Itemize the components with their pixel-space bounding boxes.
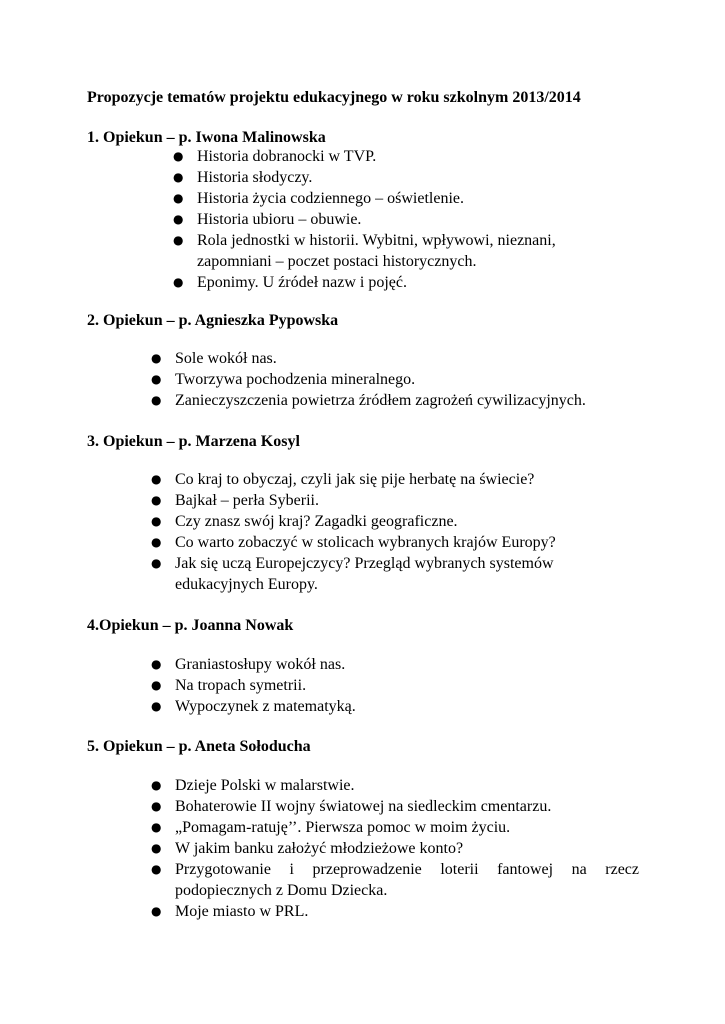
- list-item: ● Jak się uczą Europejczycy? Przegląd wybranych systemów edukacyjnych Europy.: [151, 555, 554, 593]
- topic-list-4: [151, 654, 625, 717]
- bullet-icon: ●: [151, 372, 162, 386]
- list-item: ● Przygotowanie i przeprowadzenie loterii fantowej na rzecz podopiecznych z Domu Dziecka.: [151, 861, 639, 899]
- bullet-icon: ●: [151, 820, 162, 834]
- section-heading-2: 2. Opiekun – p. Agnieszka Pypowska: [87, 312, 339, 329]
- list-item: ● Wypoczynek z matematyką.: [151, 698, 356, 715]
- list-item: ● Na tropach symetrii.: [151, 677, 307, 694]
- list-item: ● W jakim banku założyć młodzieżowe konto?: [151, 840, 464, 857]
- bullet-icon: ●: [173, 212, 184, 226]
- topic-list-2: [151, 348, 625, 411]
- section-heading-3: 3. Opiekun – p. Marzena Kosyl: [87, 433, 300, 450]
- document-title: Propozycje tematów projektu edukacyjnego w roku szkolnym 2013/2014: [87, 89, 581, 106]
- bullet-icon: ●: [173, 149, 184, 163]
- list-item: ● Tworzywa pochodzenia mineralnego.: [151, 371, 416, 388]
- section-heading-5: 5. Opiekun – p. Aneta Sołoducha: [87, 738, 311, 755]
- list-item: ● Moje miasto w PRL.: [151, 903, 309, 920]
- bullet-icon: ●: [151, 862, 162, 876]
- list-item: ● Historia życia codziennego – oświetlenie.: [173, 190, 465, 207]
- bullet-icon: ●: [151, 493, 162, 507]
- list-item: ● Bajkał – perła Syberii.: [151, 492, 319, 509]
- bullet-icon: ●: [151, 799, 162, 813]
- list-item: ● Graniastosłupy wokół nas.: [151, 656, 346, 673]
- bullet-icon: ●: [151, 841, 162, 855]
- list-item: ● Bohaterowie II wojny światowej na siedleckim cmentarzu.: [151, 798, 552, 815]
- list-item: ● „Pomagam-ratuję’’. Pierwsza pomoc w moim życiu.: [151, 819, 511, 836]
- list-item: ● Co warto zobaczyć w stolicach wybranych krajów Europy?: [151, 534, 556, 551]
- list-item: ● Co kraj to obyczaj, czyli jak się pije herbatę na świecie?: [151, 471, 535, 488]
- section-heading-1: 1. Opiekun – p. Iwona Malinowska: [87, 129, 326, 146]
- bullet-icon: ●: [151, 556, 162, 570]
- bullet-icon: ●: [151, 778, 162, 792]
- topic-list-3: [151, 469, 625, 595]
- list-item: ● Dzieje Polski w malarstwie.: [151, 777, 355, 794]
- bullet-icon: ●: [151, 351, 162, 365]
- bullet-icon: ●: [173, 191, 184, 205]
- list-item: ● Sole wokół nas.: [151, 350, 277, 367]
- list-item: ● Zanieczyszczenia powietrza źródłem zagrożeń cywilizacyjnych.: [151, 392, 586, 409]
- bullet-icon: ●: [151, 678, 162, 692]
- list-item: ● Historia dobranocki w TVP.: [173, 148, 377, 165]
- list-item: ● Historia ubioru – obuwie.: [173, 211, 362, 228]
- bullet-icon: ●: [151, 904, 162, 918]
- bullet-icon: ●: [151, 393, 162, 407]
- bullet-icon: ●: [151, 514, 162, 528]
- bullet-icon: ●: [173, 170, 184, 184]
- list-item: ● Historia słodyczy.: [173, 169, 313, 186]
- list-item: ● Eponimy. U źródeł nazw i pojęć.: [173, 274, 408, 291]
- bullet-icon: ●: [173, 275, 184, 289]
- topic-list-1: [173, 146, 617, 293]
- bullet-icon: ●: [151, 699, 162, 713]
- list-item: ● Rola jednostki w historii. Wybitni, wpływowi, nieznani, zapomniani – poczet postaci historycznych.: [173, 232, 556, 270]
- list-item: ● Czy znasz swój kraj? Zagadki geograficzne.: [151, 513, 458, 530]
- section-heading-4: 4.Opiekun – p. Joanna Nowak: [87, 617, 294, 634]
- bullet-icon: ●: [151, 535, 162, 549]
- topic-list-5: [151, 775, 639, 922]
- bullet-icon: ●: [151, 472, 162, 486]
- bullet-icon: ●: [151, 657, 162, 671]
- bullet-icon: ●: [173, 233, 184, 247]
